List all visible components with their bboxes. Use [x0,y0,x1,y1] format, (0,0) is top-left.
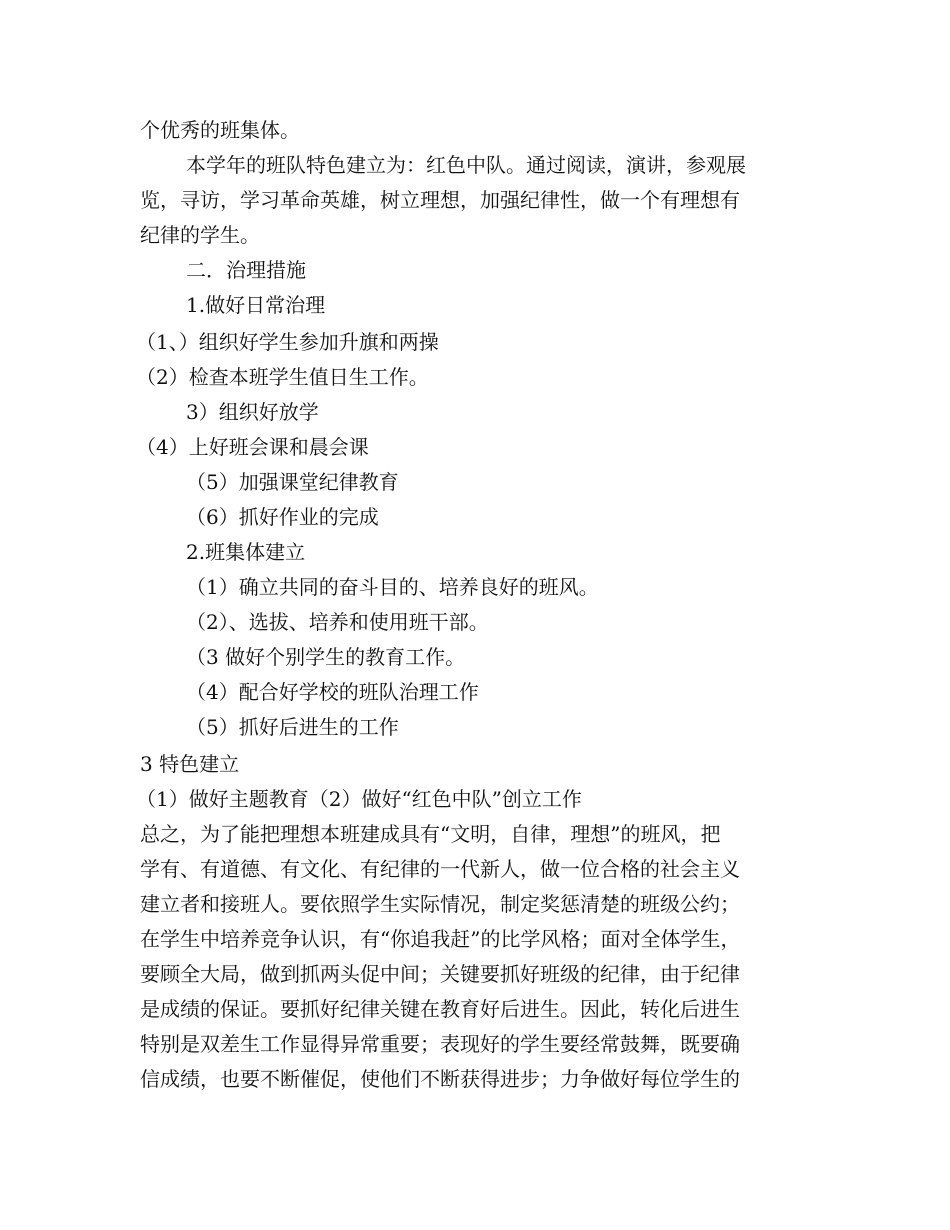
list-item: （5）抓好后进生的工作 [186,715,399,739]
subsection-heading: 3 特色建立 [140,752,240,776]
list-item: （4）配合好学校的班队治理工作 [186,680,479,704]
list-item: 3）组织好放学 [186,400,319,424]
paragraph-line: 是成绩的保证。要抓好纪律关键在教育好后进生。因此，转化后进生 [140,997,740,1021]
paragraph-line: 要顾全大局，做到抓两头促中间；关键要抓好班级的纪律，由于纪律 [140,962,740,986]
subsection-heading: 1.做好日常治理 [186,293,326,317]
paragraph-line: 总之，为了能把理想本班建成具有“文明，自律，理想”的班风，把 [140,822,721,846]
paragraph-line: 信成绩，也要不断催促，使他们不断获得进步；力争做好每位学生的 [140,1067,740,1091]
paragraph-line: 在学生中培养竞争认识，有“你追我赶”的比学风格；面对全体学生， [140,927,741,951]
list-item: （3 做好个别学生的教育工作。 [186,645,466,669]
section-heading: 二．治理措施 [186,258,306,282]
list-item: （1）做好主题教育（2）做好“红色中队”创立工作 [136,787,582,811]
list-item: （2）、选拔、培养和使用班干部。 [186,610,489,634]
list-item: （2）检查本班学生值日生工作。 [136,365,429,389]
paragraph-line: 纪律的学生。 [140,223,260,247]
list-item: （4）上好班会课和晨会课 [136,435,369,459]
paragraph-line: 特别是双差生工作显得异常重要；表现好的学生要经常鼓舞，既要确 [140,1032,740,1056]
paragraph-line: 个优秀的班集体。 [140,118,300,142]
list-item: （6）抓好作业的完成 [186,505,379,529]
list-item: （1）确立共同的奋斗目的、培养良好的班风。 [186,575,599,599]
list-item: （1、）组织好学生参加升旗和两操 [136,330,439,354]
list-item: （5）加强课堂纪律教育 [186,470,399,494]
paragraph-line: 建立者和接班人。要依照学生实际情况，制定奖惩清楚的班级公约； [140,892,740,916]
subsection-heading: 2.班集体建立 [186,540,306,564]
paragraph-line: 本学年的班队特色建立为：红色中队。通过阅读，演讲，参观展 [186,153,746,177]
paragraph-line: 览，寻访，学习革命英雄，树立理想，加强纪律性，做一个有理想有 [140,188,740,212]
paragraph-line: 学有、有道德、有文化、有纪律的一代新人，做一位合格的社会主义 [140,857,740,881]
